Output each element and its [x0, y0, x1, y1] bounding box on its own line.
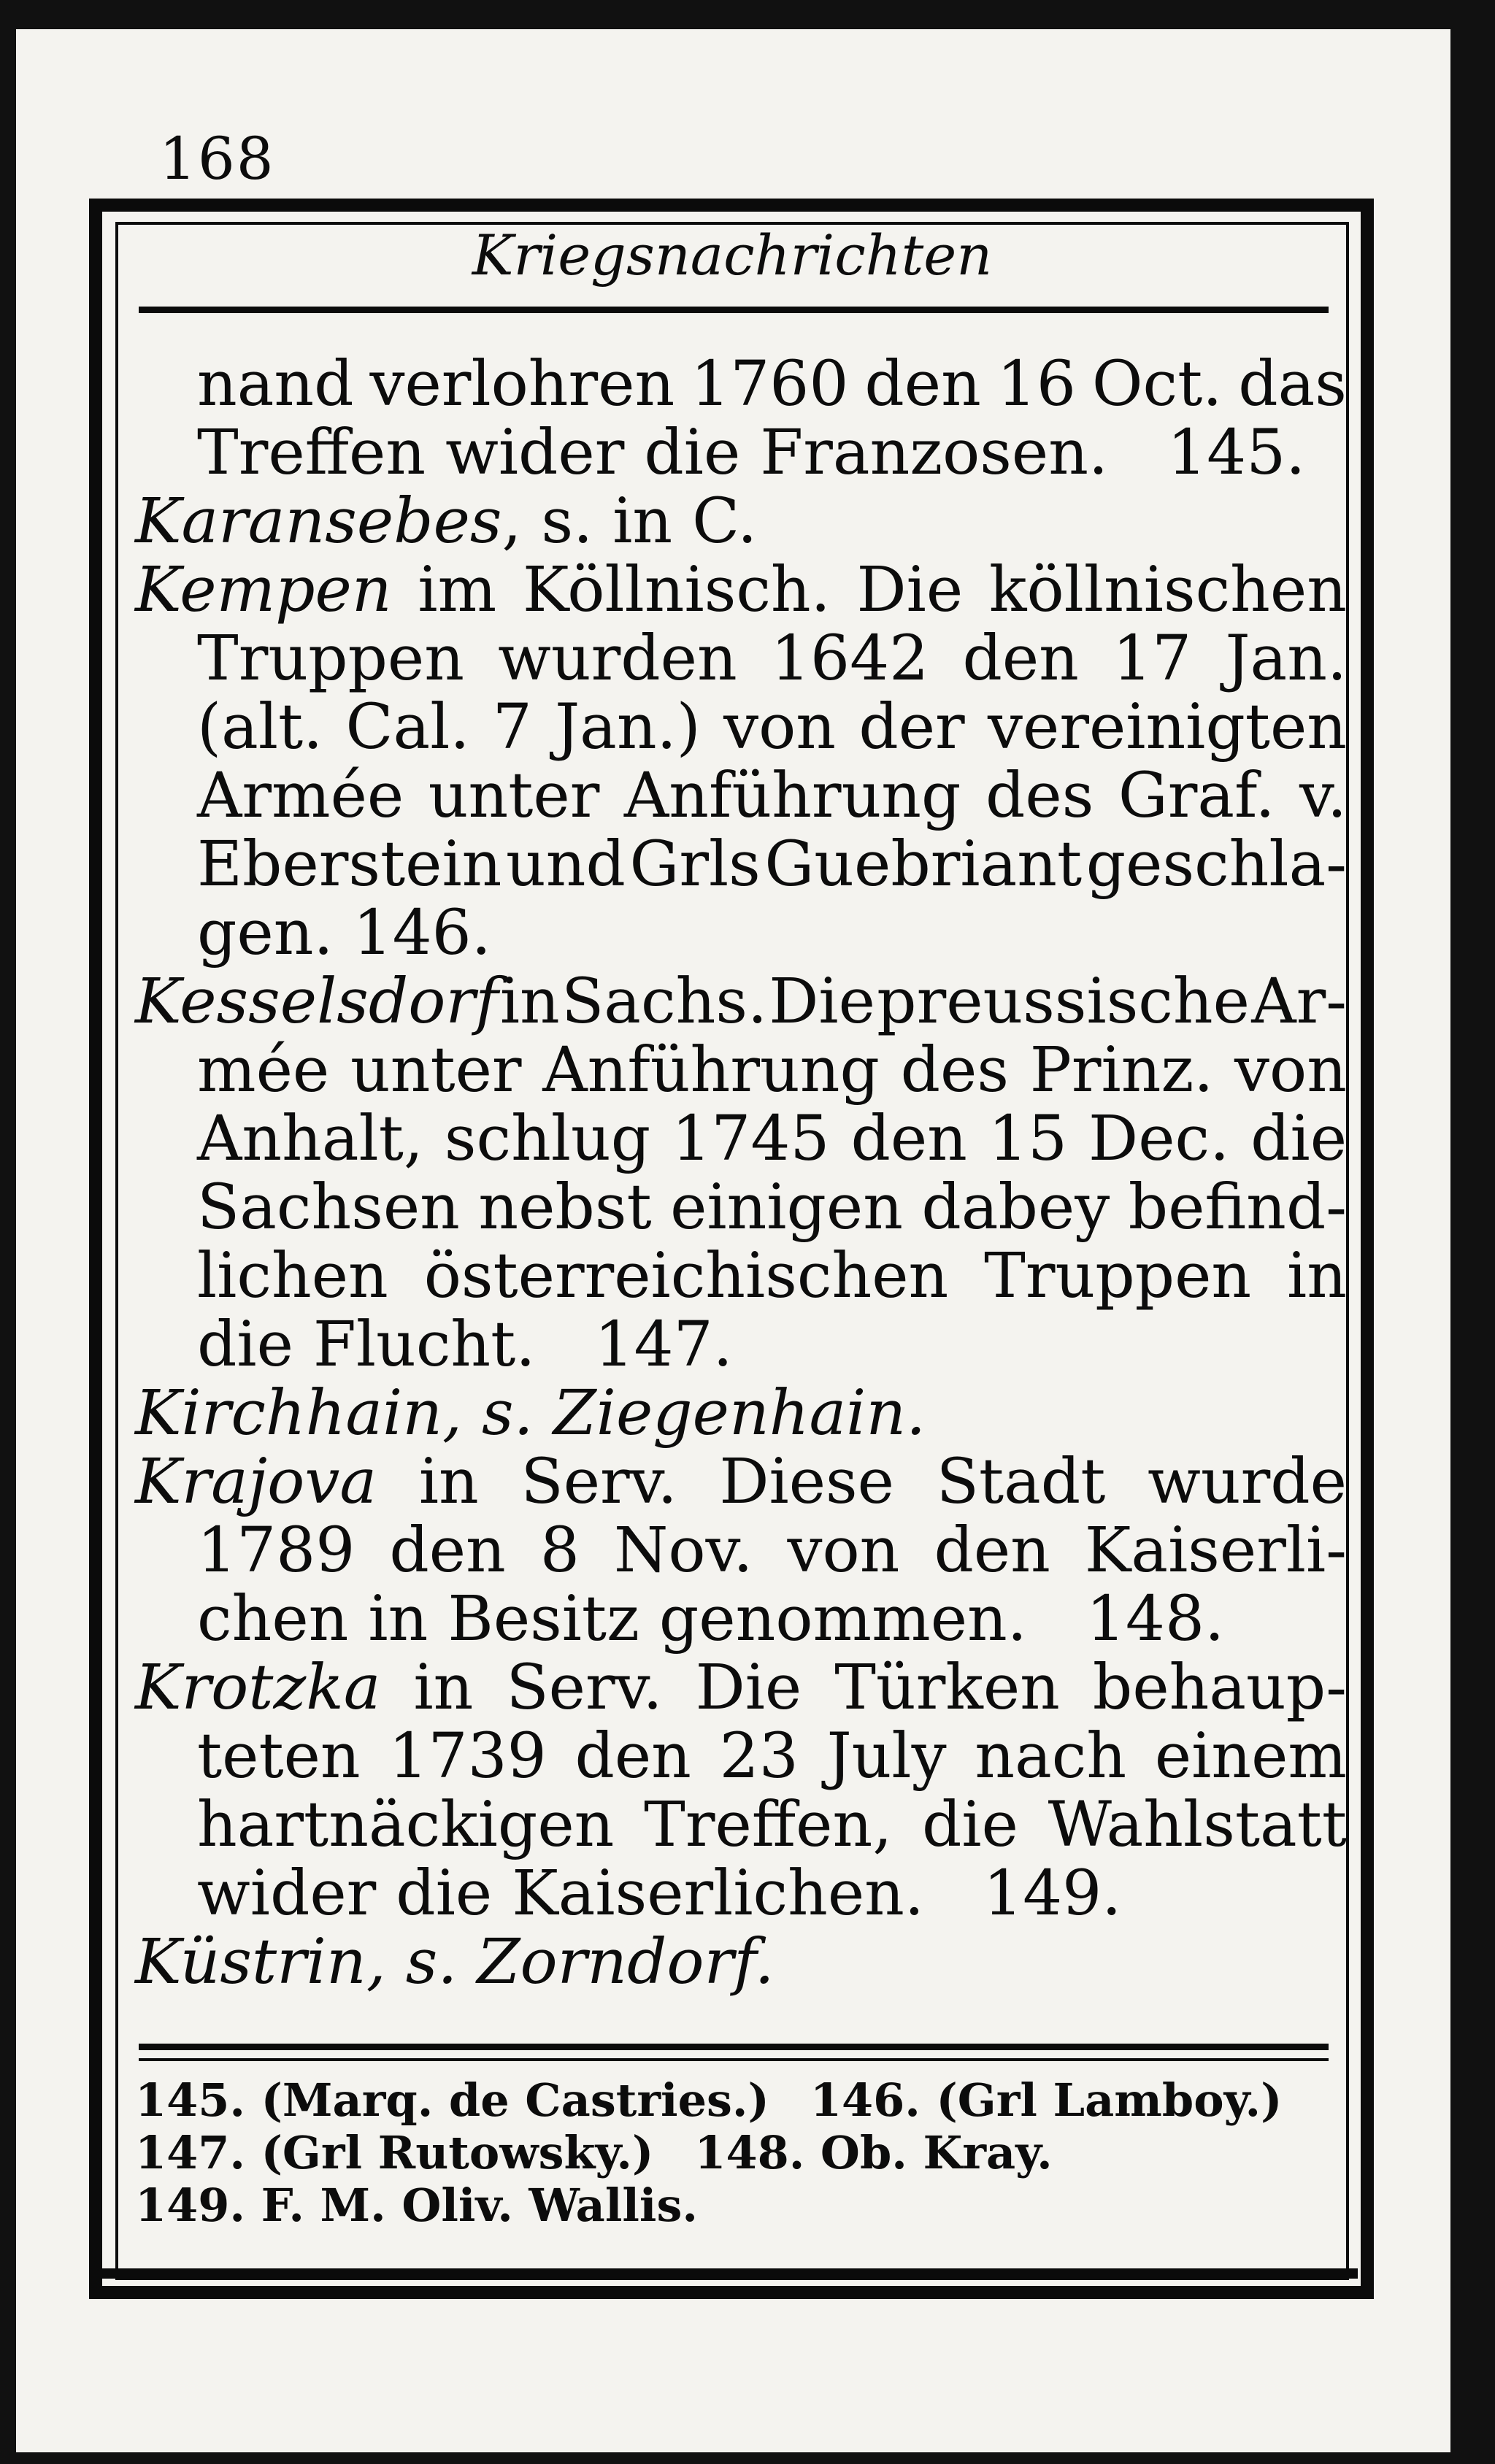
- word: Truppen: [984, 1240, 1252, 1312]
- entry-text-line: [135, 625, 1347, 693]
- word: lichen: [197, 1240, 388, 1312]
- word: 1739: [388, 1720, 547, 1793]
- entry-headword: Kempen: [135, 554, 392, 626]
- entry-headword-line: [135, 1379, 1347, 1448]
- word: der: [858, 691, 965, 763]
- footnote: 148. Ob. Kray.: [694, 2126, 1053, 2179]
- entry-text-line: [135, 419, 1347, 488]
- word: nach: [975, 1720, 1127, 1793]
- word: dabey: [921, 1171, 1110, 1244]
- entry-headword: Kesselsdorf: [135, 966, 499, 1038]
- word: des: [900, 1034, 1009, 1106]
- entry-text-line: [135, 693, 1347, 762]
- word: Die: [769, 966, 875, 1038]
- entry-headword-group: [135, 968, 499, 1036]
- entry-headword-line: [135, 556, 1347, 625]
- entry-text: gen. 146.: [197, 897, 491, 969]
- entry-text: chen in Besitz genommen. 148.: [197, 1583, 1225, 1655]
- word: Dec.: [1088, 1103, 1230, 1175]
- entry-text-line: [135, 1791, 1347, 1860]
- word: Die: [695, 1652, 802, 1724]
- word: Nov.: [613, 1514, 753, 1587]
- word: von: [723, 691, 837, 763]
- entry-headword-group: [135, 556, 392, 625]
- word: in: [418, 1446, 479, 1518]
- word: Oct.: [1091, 348, 1223, 420]
- entry-text-line: [135, 1105, 1347, 1174]
- word: den: [962, 623, 1079, 695]
- entry-text-line: [135, 1171, 1347, 1244]
- entry-text-line: [135, 1857, 1347, 1930]
- word: 23: [719, 1720, 799, 1793]
- entry-headword-group: [135, 1448, 377, 1517]
- word: 17: [1112, 623, 1192, 695]
- entry-text: wider die Kaiserlichen. 149.: [197, 1857, 1122, 1930]
- entry-text: die Flucht. 147.: [197, 1309, 733, 1381]
- word: des: [985, 760, 1094, 832]
- word: Die: [856, 554, 964, 626]
- entry-text-line: [135, 899, 1347, 968]
- word: Kaiserli-: [1084, 1514, 1347, 1587]
- header-rule: [139, 307, 1329, 313]
- word: in: [499, 966, 560, 1038]
- word: den: [850, 1103, 967, 1175]
- word: wurde: [1148, 1446, 1347, 1518]
- word: vereinigten: [988, 691, 1347, 763]
- word: Eberstein: [197, 828, 502, 901]
- page-number: 168: [159, 125, 275, 193]
- word: von: [787, 1514, 900, 1587]
- entry-text-line: [135, 1585, 1347, 1654]
- word: den: [864, 348, 981, 420]
- footnotes-block: [135, 2074, 1347, 2232]
- word: v.: [1299, 760, 1347, 832]
- word: nebst: [478, 1171, 652, 1244]
- word: köllnischen: [988, 554, 1347, 626]
- word: Guebriant: [764, 828, 1083, 901]
- entry-headword-line: [135, 1928, 1347, 1997]
- entry-text-line: [135, 1311, 1347, 1379]
- word: Truppen: [197, 623, 464, 695]
- word: unter: [428, 760, 600, 832]
- word: (alt.: [197, 691, 323, 763]
- entry-headword-line: [135, 485, 1347, 558]
- word: 1760: [691, 348, 849, 420]
- word: verlohren: [369, 348, 675, 420]
- word: hartnäckigen: [197, 1789, 615, 1861]
- entry-text-line: [135, 828, 1347, 901]
- word: in: [413, 1652, 474, 1724]
- word: 1745: [672, 1103, 830, 1175]
- word: die: [1250, 1103, 1347, 1175]
- bottom-rule: [102, 2268, 1358, 2279]
- entry-text: , s. in C.: [501, 485, 758, 558]
- entry-headword: Karansebes: [135, 485, 502, 558]
- word: Anführung: [542, 1034, 880, 1106]
- word: Türken: [834, 1652, 1060, 1724]
- entry-headword-line: [135, 1448, 1347, 1517]
- entry-headword: Krajova: [135, 1446, 377, 1518]
- word: 1789: [197, 1514, 356, 1587]
- word: Prinz.: [1029, 1034, 1214, 1106]
- word: Ar-: [1251, 966, 1347, 1038]
- entry-text-line: [135, 1036, 1347, 1105]
- entry-headword: Küstrin, s. Zorndorf.: [135, 1926, 775, 1998]
- word: befind-: [1128, 1171, 1347, 1244]
- footnote: 147. (Grl Rutowsky.): [135, 2126, 654, 2179]
- word: Treffen,: [644, 1789, 893, 1861]
- word: den: [934, 1514, 1050, 1587]
- entry-headword: Kirchhain, s. Ziegenhain.: [135, 1377, 926, 1449]
- word: Anhalt,: [197, 1103, 423, 1175]
- word: Grls: [629, 828, 761, 901]
- word: Anführung: [623, 760, 961, 832]
- word: mée: [197, 1034, 330, 1106]
- entry-headword-line: [135, 968, 1347, 1036]
- footnote-row: [135, 2074, 1347, 2127]
- footnote-row: [135, 2179, 1347, 2232]
- word: 15: [988, 1103, 1068, 1175]
- entries-column: [135, 350, 1347, 1997]
- word: und: [505, 828, 626, 901]
- word: geschla-: [1085, 828, 1347, 901]
- entry-text-line: [135, 1242, 1347, 1311]
- word: in: [1287, 1240, 1347, 1312]
- word: Armée: [197, 760, 404, 832]
- word: Jan.): [555, 691, 701, 763]
- running-header-title: Kriegsnachrichten: [472, 223, 993, 288]
- word: das: [1238, 348, 1347, 420]
- word: im: [418, 554, 497, 626]
- word: Stadt: [936, 1446, 1106, 1518]
- entry-headword-group: [135, 1654, 380, 1722]
- word: den: [574, 1720, 691, 1793]
- word: behaup-: [1092, 1652, 1347, 1724]
- entry-text: Treffen wider die Franzosen. 145.: [197, 417, 1306, 489]
- word: 1642: [770, 623, 929, 695]
- entry-text-line: [135, 350, 1347, 419]
- entry-headword: Krotzka: [135, 1652, 381, 1724]
- word: österreichischen: [423, 1240, 949, 1312]
- footnote-row: [135, 2127, 1347, 2179]
- word: Cal.: [345, 691, 470, 763]
- word: nand: [197, 348, 354, 420]
- word: July: [826, 1720, 947, 1793]
- word: Köllnisch.: [523, 554, 831, 626]
- word: wurden: [498, 623, 737, 695]
- word: von: [1234, 1034, 1347, 1106]
- word: einigen: [670, 1171, 903, 1244]
- word: Sachsen: [197, 1171, 460, 1244]
- entry-text-line: [135, 762, 1347, 831]
- word: 7: [492, 691, 532, 763]
- notes-rule-thick: [139, 2044, 1329, 2050]
- word: Graf.: [1118, 760, 1275, 832]
- footnote: 149. F. M. Oliv. Wallis.: [135, 2179, 698, 2232]
- word: 16: [996, 348, 1076, 420]
- word: Serv.: [506, 1652, 663, 1724]
- word: unter: [350, 1034, 522, 1106]
- word: teten: [197, 1720, 361, 1793]
- entry-headword-line: [135, 1654, 1347, 1722]
- entry-text-line: [135, 1514, 1347, 1587]
- footnote: 146. (Grl Lamboy.): [810, 2074, 1283, 2127]
- word: Diese: [719, 1446, 894, 1518]
- word: den: [389, 1514, 506, 1587]
- word: einem: [1154, 1720, 1347, 1793]
- word: Jan.: [1225, 623, 1347, 695]
- word: die: [921, 1789, 1018, 1861]
- word: 8: [539, 1514, 580, 1587]
- word: schlug: [444, 1103, 651, 1175]
- word: preussische: [877, 966, 1250, 1038]
- footnote: 145. (Marq. de Castries.): [135, 2074, 769, 2127]
- word: Sachs.: [561, 966, 767, 1038]
- word: Serv.: [520, 1446, 677, 1518]
- notes-rule-thin: [139, 2058, 1329, 2061]
- word: Wahlstatt: [1048, 1789, 1347, 1861]
- entry-text-line: [135, 1722, 1347, 1791]
